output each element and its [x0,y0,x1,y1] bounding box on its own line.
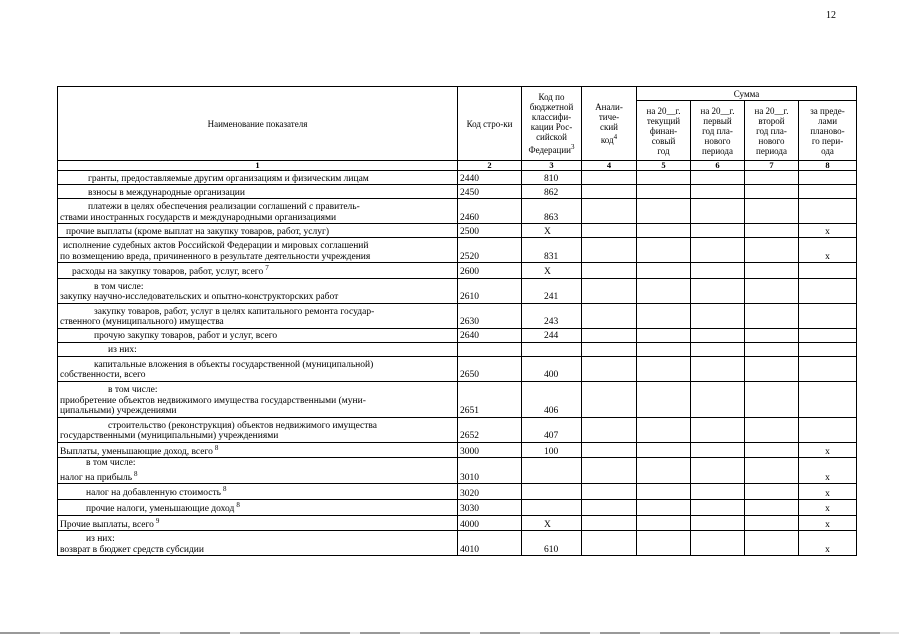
sum-second-plan-year-cell [745,238,799,263]
table-row [58,531,857,556]
sum-first-plan-year-cell [691,238,745,263]
table-row [58,238,857,263]
sum-second-plan-year-cell [745,515,799,531]
budget-classification-code: 610 [522,531,582,556]
analytic-code-cell [582,303,637,328]
sum-current-year-cell [637,278,691,303]
header-budget-code-line: сийской [536,132,567,142]
indicator-name [58,303,458,328]
indicator-name [58,171,458,185]
row-code: 2500 [458,224,522,238]
sum-current-year-cell [637,531,691,556]
indicator-name-line: гранты, предоставляемые другим организациям и физическим лицам [88,173,369,184]
sum-beyond-plan-cell: x [799,442,857,458]
indicator-name-line: приобретение объектов недвижимого имущества государственными (муни- [60,395,366,406]
header-analytic-code-line: тиче- [598,112,620,122]
sum-second-plan-year-cell [745,381,799,417]
sum-current-year-cell [637,238,691,263]
column-number: 6 [691,161,745,171]
row-code: 2520 [458,238,522,263]
footnote-mark: 7 [265,264,269,272]
table-row [58,185,857,199]
sum-beyond-plan-cell [799,278,857,303]
budget-classification-code: 100 [522,442,582,458]
analytic-code-cell [582,224,637,238]
indicator-name-line: взносы в международные организации [88,187,245,198]
header-sum-sub-line: периода [756,145,787,156]
sum-beyond-plan-cell [799,171,857,185]
indicator-name-line: исполнение судебных актов Российской Федерации и мировых соглашений [63,241,369,251]
column-number: 1 [58,161,458,171]
sum-second-plan-year-cell [745,500,799,516]
header-budget-code-line: Код по [538,92,565,102]
header-sum-first-plan-year [691,101,745,161]
analytic-code-cell [582,263,637,279]
analytic-code-cell [582,278,637,303]
header-sum-sub-line: на 20__г. [700,105,735,116]
sum-current-year-cell [637,263,691,279]
sum-first-plan-year-cell [691,171,745,185]
indicator-name [58,484,458,500]
table-row [58,224,857,238]
analytic-code-cell [582,458,637,484]
header-budget-code-line: кации Рос- [530,122,573,132]
budget-classification-code: 244 [522,328,582,342]
sum-beyond-plan-cell [799,263,857,279]
header-budget-code-line: классифи- [531,112,572,122]
sum-beyond-plan-cell: x [799,224,857,238]
sum-second-plan-year-cell [745,484,799,500]
indicator-name [58,500,458,516]
indicator-name [58,185,458,199]
header-analytic-code [582,87,637,161]
sum-current-year-cell [637,224,691,238]
sum-beyond-plan-cell [799,303,857,328]
sum-beyond-plan-cell: x [799,515,857,531]
sum-current-year-cell [637,171,691,185]
header-budget-code [522,87,582,161]
sum-second-plan-year-cell [745,417,799,442]
table-row [58,263,857,279]
row-code: 2600 [458,263,522,279]
row-code: 2610 [458,278,522,303]
header-analytic-code-line: Анали- [595,102,623,112]
indicator-name-line: Прочие выплаты, всего $^9$ [60,516,160,530]
sum-first-plan-year-cell [691,224,745,238]
page-number: 12 [826,10,836,21]
column-number: 8 [799,161,857,171]
budget-classification-code: 406 [522,381,582,417]
indicator-name-line: по возмещению вреда, причиненного в результате деятельности учреждения [60,251,371,262]
table-row [58,442,857,458]
table-row [58,515,857,531]
header-sum-sub-line: на 20__г. [754,105,789,116]
table-row [58,171,857,185]
sum-beyond-plan-cell: x [799,500,857,516]
row-code: 3010 [458,458,522,484]
footnote-mark: 8 [222,485,227,494]
header-sum-sub-line: лами [818,115,838,126]
sum-beyond-plan-cell: x [799,238,857,263]
indicator-name-line: налог на прибыль $^8$ [60,469,138,483]
budget-classification-code: 400 [522,356,582,381]
sum-first-plan-year-cell [691,515,745,531]
sum-first-plan-year-cell [691,328,745,342]
table-row [58,342,857,356]
indicator-name [58,417,458,442]
header-sum-sub-line: год [657,145,670,156]
header-sum-sub-line: нового [704,135,731,146]
header-sum-second-plan-year [745,101,799,161]
indicator-name [58,458,458,484]
header-row-code: Код стро-ки [458,87,522,161]
analytic-code-cell [582,417,637,442]
table-row [58,199,857,224]
sum-current-year-cell [637,417,691,442]
sum-current-year-cell [637,458,691,484]
row-code [458,342,522,356]
header-name: Наименование показателя [58,87,458,161]
indicator-name [58,199,458,224]
row-code: 3030 [458,500,522,516]
sum-second-plan-year-cell [745,531,799,556]
budget-classification-code: 243 [522,303,582,328]
header-sum-sub-line: за преде- [810,105,845,116]
sum-first-plan-year-cell [691,417,745,442]
sum-first-plan-year-cell [691,263,745,279]
header-sum-sub-line: на 20__г. [646,105,681,116]
indicator-name-line: ствами иностранных государств и международными организациями [60,212,337,223]
footnote-mark: 4 [613,133,618,141]
sum-first-plan-year-cell [691,531,745,556]
header-budget-code-line: Федерации [528,145,571,155]
header-sum-sub-line: финан- [649,125,678,136]
footnote-mark: 8 [236,501,240,510]
indicator-name [58,238,458,263]
budget-table [57,86,857,556]
sum-beyond-plan-cell: x [799,458,857,484]
header-sum-sub-line: год пла- [756,125,787,136]
sum-current-year-cell [637,484,691,500]
header-sum-beyond-plan [799,101,857,161]
sum-beyond-plan-cell [799,356,857,381]
row-code: 4010 [458,531,522,556]
row-code: 3000 [458,442,522,458]
sum-beyond-plan-cell [799,381,857,417]
indicator-name-line: налог на добавленную стоимость $^8$ [86,485,227,499]
row-code: 3020 [458,484,522,500]
column-number: 2 [458,161,522,171]
indicator-name [58,356,458,381]
header-sum: Сумма [637,87,857,101]
sum-second-plan-year-cell [745,342,799,356]
indicator-name [58,278,458,303]
budget-classification-code [522,458,582,484]
sum-first-plan-year-cell [691,303,745,328]
sum-first-plan-year-cell [691,442,745,458]
row-code: 4000 [458,515,522,531]
header-sum-sub-line: го пери- [811,135,844,146]
table-row [58,500,857,516]
analytic-code-cell [582,185,637,199]
indicator-name-line: собственности, всего [60,370,146,381]
sum-current-year-cell [637,199,691,224]
header-sum-sub-line: периода [702,145,733,156]
analytic-code-cell [582,342,637,356]
sum-current-year-cell [637,328,691,342]
header-sum-sub-line: первый [703,115,732,126]
sum-current-year-cell [637,442,691,458]
indicator-name-line: в том числе: [94,281,144,292]
sum-current-year-cell [637,303,691,328]
footnote-mark: 9 [155,516,160,525]
row-code: 2650 [458,356,522,381]
header-budget-code-line: бюджетной [529,102,574,112]
indicator-name-line: закупку товаров, работ, услуг в целях капитального ремонта государ- [94,306,375,317]
header-sum-sub-line: ода [821,145,834,156]
row-code: 2640 [458,328,522,342]
sum-beyond-plan-cell [799,328,857,342]
indicator-name-line: прочие выплаты (кроме выплат на закупку товаров, работ, услуг) [66,226,330,237]
indicator-name-line: государственными (муниципальными) учреждениями [60,431,279,442]
footnote-mark: 3 [571,143,575,151]
indicator-name [58,515,458,531]
scan-edge [0,632,899,634]
column-numbers-row [58,161,857,171]
header-sum-sub-line: нового [758,135,785,146]
sum-beyond-plan-cell [799,342,857,356]
sum-first-plan-year-cell [691,185,745,199]
sum-second-plan-year-cell [745,199,799,224]
budget-classification-code: 831 [522,238,582,263]
table-row [58,328,857,342]
sum-first-plan-year-cell [691,342,745,356]
indicator-name-line: прочие налоги, уменьшающие доход $^8$ [86,501,240,515]
indicator-name [58,531,458,556]
column-number: 3 [522,161,582,171]
analytic-code-cell [582,500,637,516]
sum-second-plan-year-cell [745,442,799,458]
sum-second-plan-year-cell [745,171,799,185]
header-analytic-code-line: ский [600,122,618,132]
indicator-name-line: из них: [86,534,115,545]
header-analytic-code-line: код [600,135,614,145]
sum-beyond-plan-cell [799,417,857,442]
indicator-name-line: капитальные вложения в объекты государственной (муниципальной) [94,359,374,370]
budget-classification-code: 862 [522,185,582,199]
sum-current-year-cell [637,356,691,381]
header-sum-sub-line: год пла- [702,125,733,136]
indicator-name [58,442,458,458]
header-sum-current-year [637,101,691,161]
sum-second-plan-year-cell [745,458,799,484]
indicator-name-line: из них: [108,345,137,356]
analytic-code-cell [582,442,637,458]
header-sum-sub-line: совый [651,135,676,146]
sum-second-plan-year-cell [745,278,799,303]
table-row [58,303,857,328]
row-code: 2440 [458,171,522,185]
header-sum-sub-line: текущий [646,115,681,126]
sum-first-plan-year-cell [691,458,745,484]
indicator-name-line: платежи в целях обеспечения реализации соглашений с правитель- [88,202,360,212]
indicator-name [58,328,458,342]
analytic-code-cell [582,199,637,224]
sum-first-plan-year-cell [691,381,745,417]
sum-first-plan-year-cell [691,500,745,516]
budget-classification-code: X [522,224,582,238]
sum-current-year-cell [637,185,691,199]
budget-classification-code: 241 [522,278,582,303]
column-number: 4 [582,161,637,171]
table-row [58,484,857,500]
table-row [58,381,857,417]
sum-second-plan-year-cell [745,328,799,342]
sum-second-plan-year-cell [745,356,799,381]
sum-current-year-cell [637,381,691,417]
sum-second-plan-year-cell [745,224,799,238]
sum-first-plan-year-cell [691,484,745,500]
analytic-code-cell [582,381,637,417]
row-code: 2651 [458,381,522,417]
budget-classification-code: X [522,515,582,531]
table-row [58,356,857,381]
indicator-name-line: расходы на закупку товаров, работ, услуг, всего $^7$ [72,264,269,278]
indicator-name [58,381,458,417]
header-sum-sub-line: планово- [810,125,845,136]
analytic-code-cell [582,484,637,500]
row-code: 2460 [458,199,522,224]
column-number: 7 [745,161,799,171]
sum-second-plan-year-cell [745,303,799,328]
sum-second-plan-year-cell [745,263,799,279]
budget-classification-code: X [522,263,582,279]
analytic-code-cell [582,515,637,531]
budget-classification-code: 810 [522,171,582,185]
indicator-name [58,263,458,279]
indicator-name-line: строительство (реконструкция) объектов недвижимого имущества [108,420,378,431]
budget-classification-code: 863 [522,199,582,224]
budget-classification-code: 407 [522,417,582,442]
indicator-name-line: прочую закупку товаров, работ и услуг, всего [94,331,278,342]
analytic-code-cell [582,171,637,185]
budget-classification-code [522,484,582,500]
sum-first-plan-year-cell [691,278,745,303]
indicator-name [58,224,458,238]
indicator-name-line: в том числе: [108,385,158,396]
footnote-mark: 8 [134,469,138,478]
indicator-name-line: в том числе: [86,458,136,469]
sum-beyond-plan-cell [799,185,857,199]
table-row [58,417,857,442]
indicator-name [58,342,458,356]
indicator-name-line: возврат в бюджет средств субсидии [60,544,204,555]
header-sum-sub-line: второй [758,115,785,126]
analytic-code-cell [582,238,637,263]
sum-current-year-cell [637,515,691,531]
analytic-code-cell [582,328,637,342]
indicator-name-line: ственного (муниципального) имущества [60,317,224,328]
indicator-name-line: Выплаты, уменьшающие доход, всего $^8$ [60,443,219,457]
sum-first-plan-year-cell [691,356,745,381]
analytic-code-cell [582,531,637,556]
row-code: 2652 [458,417,522,442]
indicator-name-line: закупку научно-исследовательских и опытно-конструкторских работ [60,292,339,303]
sum-beyond-plan-cell [799,199,857,224]
row-code: 2450 [458,185,522,199]
sum-beyond-plan-cell: x [799,484,857,500]
sum-beyond-plan-cell: x [799,531,857,556]
analytic-code-cell [582,356,637,381]
column-number: 5 [637,161,691,171]
sum-first-plan-year-cell [691,199,745,224]
sum-second-plan-year-cell [745,185,799,199]
indicator-name-line: ципальными) учреждениями [60,406,177,417]
budget-classification-code [522,342,582,356]
sum-current-year-cell [637,500,691,516]
footnote-mark: 8 [214,443,219,452]
budget-classification-code [522,500,582,516]
sum-current-year-cell [637,342,691,356]
row-code: 2630 [458,303,522,328]
table-row [58,278,857,303]
table-row [58,458,857,484]
